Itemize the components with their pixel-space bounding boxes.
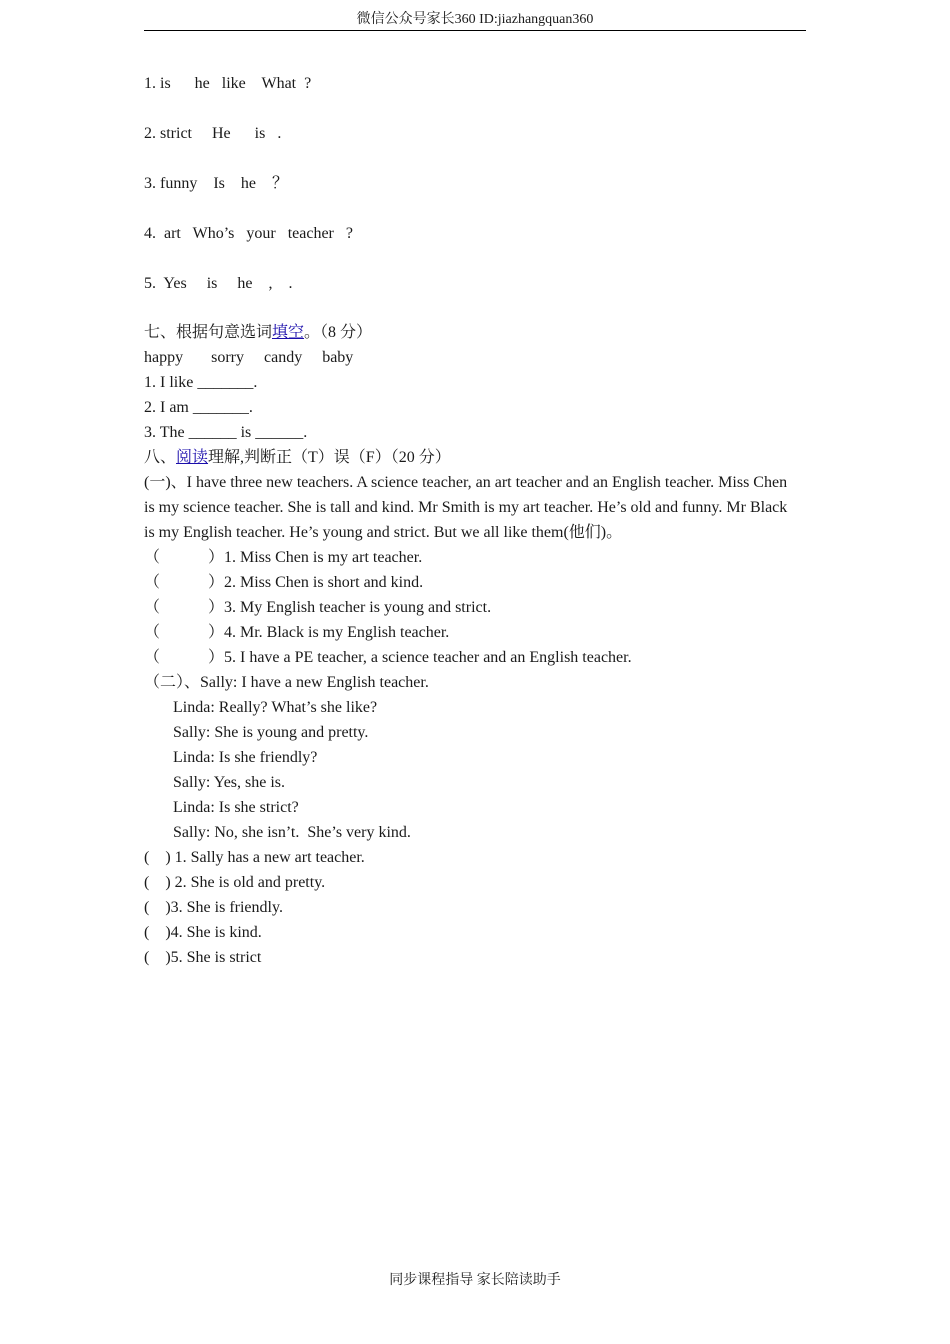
dialogue-line-5: Linda: Is she strict? bbox=[173, 799, 299, 816]
tf-question-4: （ ）4. Mr. Black is my English teacher. bbox=[144, 624, 450, 641]
tf2-question-5: ( )5. She is strict bbox=[144, 949, 262, 966]
section8-heading bbox=[144, 448, 451, 468]
section7-prefix: 七、根据句意选词 bbox=[144, 324, 273, 341]
fill-blank-link[interactable]: 填空 bbox=[272, 324, 305, 341]
page-header: 微信公众号家长360 ID:jiazhangquan360 bbox=[356, 12, 594, 27]
dialogue-line-6: Sally: No, she isn’t. She’s very kind. bbox=[173, 824, 411, 841]
fill-item-3: 3. The ______ is ______. bbox=[144, 424, 308, 441]
ordering-item-2: 2. strict He is . bbox=[144, 125, 282, 142]
tf2-question-4: ( )4. She is kind. bbox=[144, 924, 262, 941]
ordering-item-1: 1. is he like What ? bbox=[144, 75, 312, 92]
word-bank: happy sorry candy baby bbox=[144, 349, 354, 366]
ordering-item-3: 3. funny Is he ？ bbox=[144, 175, 288, 192]
section7-heading bbox=[144, 323, 372, 343]
page-footer: 同步课程指导 家长陪读助手 bbox=[389, 1273, 561, 1288]
tf-question-5: （ ）5. I have a PE teacher, a science teacher and an English teacher. bbox=[144, 649, 632, 666]
dialogue-line-4: Sally: Yes, she is. bbox=[173, 774, 286, 791]
ordering-item-4: 4. art Who’s your teacher ? bbox=[144, 225, 353, 242]
tf2-question-3: ( )3. She is friendly. bbox=[144, 899, 283, 916]
fill-item-2: 2. I am _______. bbox=[144, 399, 253, 416]
tf2-question-2: ( ) 2. She is old and pretty. bbox=[144, 874, 326, 891]
tf-question-2: （ ）2. Miss Chen is short and kind. bbox=[144, 574, 424, 591]
dialogue-line-2: Sally: She is young and pretty. bbox=[173, 724, 369, 741]
dialogue-intro: （二）、Sally: I have a new English teacher. bbox=[144, 674, 429, 691]
tf2-question-1: ( ) 1. Sally has a new art teacher. bbox=[144, 849, 365, 866]
fill-item-1: 1. I like _______. bbox=[144, 374, 258, 391]
dialogue-line-3: Linda: Is she friendly? bbox=[173, 749, 318, 766]
reading-link[interactable]: 阅读 bbox=[176, 449, 209, 466]
tf-question-1: （ ）1. Miss Chen is my art teacher. bbox=[144, 549, 423, 566]
tf-question-3: （ ）3. My English teacher is young and strict. bbox=[144, 599, 492, 616]
section8-suffix: 理解,判断正（T）误（F）（20 分） bbox=[208, 449, 451, 466]
section7-suffix: 。（8 分） bbox=[304, 324, 373, 341]
section8-prefix: 八、 bbox=[144, 449, 177, 466]
header-divider bbox=[144, 30, 806, 31]
reading-passage-1: (一)、I have three new teachers. A science teacher, an art teacher and an English teacher. Miss Chen is my science teacher. She is tall and kind. Mr Smith is my art teacher. He’s old and funny. Mr Black is my English teacher. He’s young and strict. But we all like them(他们)。 bbox=[144, 474, 788, 541]
dialogue-line-1: Linda: Really? What’s she like? bbox=[173, 699, 378, 716]
ordering-item-5: 5. Yes is he , . bbox=[144, 275, 293, 292]
